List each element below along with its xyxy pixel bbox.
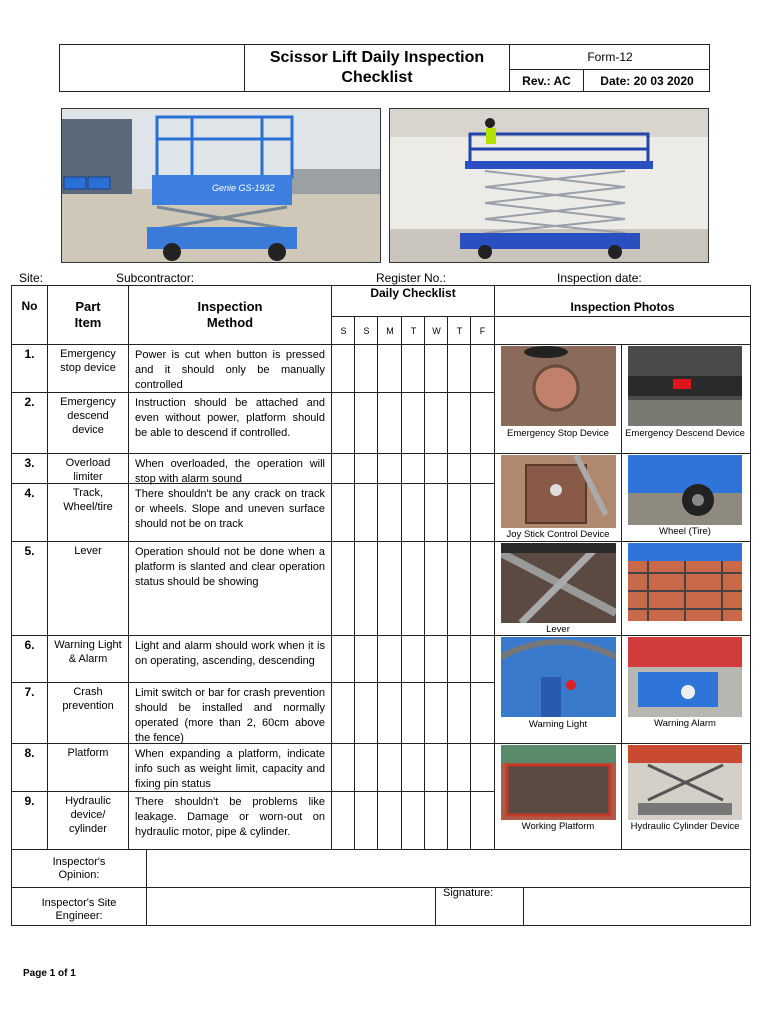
part-item: Warning Light & Alarm (54, 639, 122, 665)
day-check-cell[interactable] (449, 393, 471, 453)
day-check-cell[interactable] (472, 744, 494, 791)
day-check-cell[interactable] (379, 683, 402, 743)
header-text: Part (75, 299, 101, 314)
warning-alarm-photo (628, 637, 742, 717)
inspector-site-engineer-field[interactable] (147, 889, 435, 925)
caption-working-platform: Working Platform (521, 821, 595, 832)
day-check-cell[interactable] (356, 454, 378, 483)
day-check-cell[interactable] (403, 636, 425, 682)
day-check-cell[interactable] (426, 393, 448, 453)
page-number: Page 1 of 1 (23, 968, 76, 979)
day-check-cell[interactable] (449, 792, 471, 849)
day-check-cell[interactable] (472, 792, 494, 849)
day-check-cell[interactable] (472, 393, 494, 453)
form-number: Form-12 (587, 50, 633, 64)
part-item: Overload limiter (65, 457, 111, 483)
inspection-date-label: Inspection date: (557, 271, 642, 285)
day-column-header: F (479, 325, 486, 336)
lever-photo-2 (628, 543, 742, 621)
day-check-cell[interactable] (426, 744, 448, 791)
day-check-cell[interactable] (379, 744, 402, 791)
header-text: Item (74, 315, 102, 330)
day-check-cell[interactable] (379, 393, 402, 453)
working-platform-photo (501, 745, 616, 820)
part-item: Emergency stop device (60, 348, 116, 374)
day-check-cell[interactable] (403, 744, 425, 791)
day-check-cell[interactable] (472, 345, 494, 392)
inspection-method: Operation should not be done when a platform is slanted and clear operation status should be showing (135, 546, 325, 588)
day-check-cell[interactable] (333, 454, 355, 483)
day-check-cell[interactable] (426, 792, 448, 849)
day-check-cell[interactable] (356, 636, 378, 682)
caption-joy-stick: Joy Stick Control Device (506, 529, 610, 540)
day-check-cell[interactable] (333, 542, 355, 635)
day-column-header: M (386, 325, 394, 336)
inspection-method: Power is cut when button is pressed and it should only be manually controlled (135, 349, 325, 391)
day-check-cell[interactable] (379, 345, 402, 392)
day-check-cell[interactable] (333, 792, 355, 849)
day-check-cell[interactable] (449, 744, 471, 791)
inspection-method: There shouldn't be any crack on track or wheels. Slope and uneven surface should not be on track (135, 488, 325, 530)
part-item: Track, Wheel/tire (63, 487, 113, 513)
lever-photo (501, 543, 616, 623)
inspection-method: When expanding a platform, indicate info such as weight limit, capacity and fixing pin status (135, 748, 325, 790)
part-item: Emergency descend device (60, 396, 116, 436)
day-check-cell[interactable] (472, 683, 494, 743)
day-check-cell[interactable] (356, 683, 378, 743)
col-method-header (129, 290, 331, 340)
day-check-cell[interactable] (472, 484, 494, 541)
register-no-label: Register No.: (376, 271, 447, 285)
title-line: Scissor Lift Daily Inspection (269, 49, 485, 66)
part-item: Platform (67, 747, 109, 759)
warning-light-photo (501, 637, 616, 717)
day-check-cell[interactable] (472, 636, 494, 682)
inspector-opinion-label: Inspector's Opinion: (52, 856, 106, 881)
hydraulic-cylinder-photo (628, 745, 742, 820)
header-text: Inspection (197, 299, 263, 314)
inspector-site-engineer-label: Inspector's Site Engineer: (41, 897, 117, 922)
part-item: Lever (74, 545, 102, 557)
caption-lever: Lever (546, 624, 570, 635)
svg-text:Genie GS-1932: Genie GS-1932 (212, 183, 275, 193)
row-number: 1. (24, 347, 35, 361)
day-check-cell[interactable] (356, 792, 378, 849)
row-number: 2. (24, 395, 35, 409)
part-item: Hydraulic device/ cylinder (65, 795, 111, 835)
document-date: Date: 20 03 2020 (600, 74, 694, 88)
emergency-descend-photo (628, 346, 742, 426)
day-check-cell[interactable] (403, 542, 425, 635)
row-number: 6. (24, 638, 35, 652)
col-no-header: No (21, 299, 38, 313)
caption-warning-light: Warning Light (528, 719, 588, 730)
day-column-header: T (410, 325, 417, 336)
signature-label: Signature: (443, 887, 494, 899)
day-check-cell[interactable] (379, 454, 402, 483)
subcontractor-label: Subcontractor: (116, 271, 195, 285)
row-number: 7. (24, 685, 35, 699)
day-check-cell[interactable] (403, 683, 425, 743)
day-check-cell[interactable] (333, 393, 355, 453)
site-label: Site: (19, 271, 44, 285)
row-number: 8. (24, 746, 35, 760)
caption-hydraulic-cylinder: Hydraulic Cylinder Device (630, 821, 740, 832)
day-check-cell[interactable] (426, 542, 448, 635)
day-check-cell[interactable] (426, 484, 448, 541)
day-check-cell[interactable] (356, 345, 378, 392)
caption-emergency-stop: Emergency Stop Device (507, 428, 609, 439)
day-check-cell[interactable] (356, 393, 378, 453)
day-check-cell[interactable] (472, 542, 494, 635)
day-check-cell[interactable] (333, 744, 355, 791)
inspection-method: Instruction should be attached and even without power, platform should be able to descend if controlled. (135, 397, 325, 439)
day-check-cell[interactable] (356, 484, 378, 541)
row-number: 4. (24, 486, 35, 500)
day-check-cell[interactable] (426, 636, 448, 682)
day-check-cell[interactable] (449, 636, 471, 682)
day-check-cell[interactable] (426, 683, 448, 743)
caption-emergency-descend: Emergency Descend Device (625, 428, 745, 439)
inspector-opinion-field[interactable] (147, 851, 750, 887)
header-text: Method (206, 315, 254, 330)
part-item: Crash prevention (62, 686, 114, 712)
day-check-cell[interactable] (403, 454, 425, 483)
inspection-method: Limit switch or bar for crash prevention should be installed and normally operated (more than 2, 60cm above the fence) (135, 687, 325, 744)
day-check-cell[interactable] (356, 542, 378, 635)
day-check-cell[interactable] (403, 792, 425, 849)
caption-wheel: Wheel (Tire) (659, 526, 711, 537)
day-check-cell[interactable] (449, 454, 471, 483)
day-check-cell[interactable] (449, 345, 471, 392)
day-column-header: T (456, 325, 463, 336)
revision: Rev.: AC (522, 74, 571, 88)
row-number: 5. (24, 544, 35, 558)
signature-field[interactable] (524, 889, 750, 925)
daily-checklist-header: Daily Checklist (370, 286, 456, 300)
day-check-cell[interactable] (379, 484, 402, 541)
day-check-cell[interactable] (379, 636, 402, 682)
day-check-cell[interactable] (403, 484, 425, 541)
day-check-cell[interactable] (426, 345, 448, 392)
inspection-method: There shouldn't be problems like leakage. Damage or worn-out on hydraulic motor, pipe & cylinder. (135, 796, 325, 838)
inspection-photos-header: Inspection Photos (570, 300, 675, 314)
day-column-header: S (340, 325, 347, 336)
day-check-cell[interactable] (403, 393, 425, 453)
day-check-cell[interactable] (356, 744, 378, 791)
inspection-method: Light and alarm should work when it is on operating, ascending, descending (135, 640, 325, 667)
joy-stick-photo (501, 455, 616, 528)
day-check-cell[interactable] (449, 683, 471, 743)
day-check-cell[interactable] (333, 484, 355, 541)
day-column-header: W (432, 325, 441, 336)
day-check-cell[interactable] (333, 636, 355, 682)
col-part-header (48, 290, 128, 340)
day-check-cell[interactable] (379, 542, 402, 635)
day-check-cell[interactable] (426, 454, 448, 483)
day-check-cell[interactable] (333, 683, 355, 743)
day-check-cell[interactable] (403, 345, 425, 392)
row-number: 3. (24, 456, 35, 470)
emergency-stop-photo (501, 346, 616, 426)
title-line: Checklist (341, 69, 413, 86)
day-check-cell[interactable] (333, 345, 355, 392)
row-number: 9. (24, 794, 35, 808)
inspection-method: When overloaded, the operation will stop with alarm sound (135, 458, 325, 485)
day-column-header: S (363, 325, 370, 336)
day-check-cell[interactable] (449, 484, 471, 541)
day-check-cell[interactable] (472, 454, 494, 483)
day-check-cell[interactable] (379, 792, 402, 849)
caption-warning-alarm: Warning Alarm (654, 718, 716, 729)
day-check-cell[interactable] (449, 542, 471, 635)
wheel-photo (628, 455, 742, 525)
